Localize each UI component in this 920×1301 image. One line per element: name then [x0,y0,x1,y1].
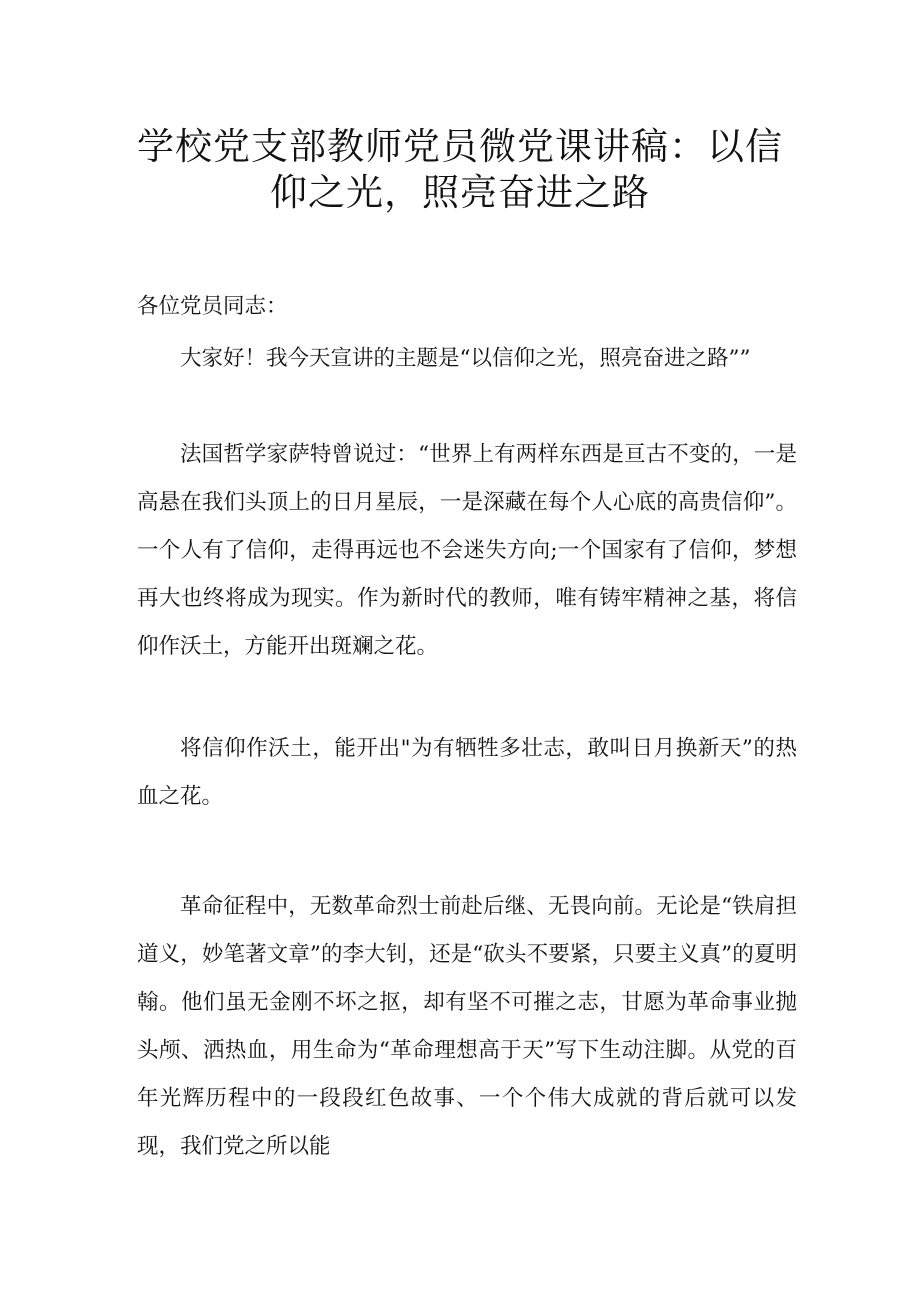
paragraph-greeting: 大家好！我今天宣讲的主题是“以信仰之光，照亮奋进之路”” [180,346,751,371]
salutation: 各位党员同志： [137,294,288,319]
paragraph-sartre-quote: 法国哲学家萨特曾说过：“世界上有两样东西是亘古不变的，一是高悬在我们头顶上的日月星辰，一是深藏在每个人心底的高贵信仰”。一个人有了信仰，走得再远也不会迷失方向;一个国家有了信仰，梦想再大也终将成为现实。作为新时代的教师，唯有铸牢精神之基，将信仰作沃土，方能开出斑斓之花。 [137,442,797,659]
paragraph-belief-soil: 将信仰作沃土，能开出"为有牺牲多壮志，敢叫日月换新天”的热血之花。 [137,736,797,809]
paragraph-revolutionary-martyrs: 革命征程中，无数革命烈士前赴后继、无畏向前。无论是“铁肩担道义，妙笔著文章”的李大钊，还是“砍头不要紧，只要主义真”的夏明翰。他们虽无金刚不坏之抠，却有坚不可摧之志，甘愿为革命事业抛头颅、洒热血，用生命为“革命理想高于天”写下生动注脚。从党的百年光辉历程中的一段段红色故事、一个个伟大成就的背后就可以发现，我们党之所以能 [137,894,797,1159]
document-title: 学校党支部教师党员微党课讲稿：以信仰之光，照亮奋进之路 [137,125,783,214]
